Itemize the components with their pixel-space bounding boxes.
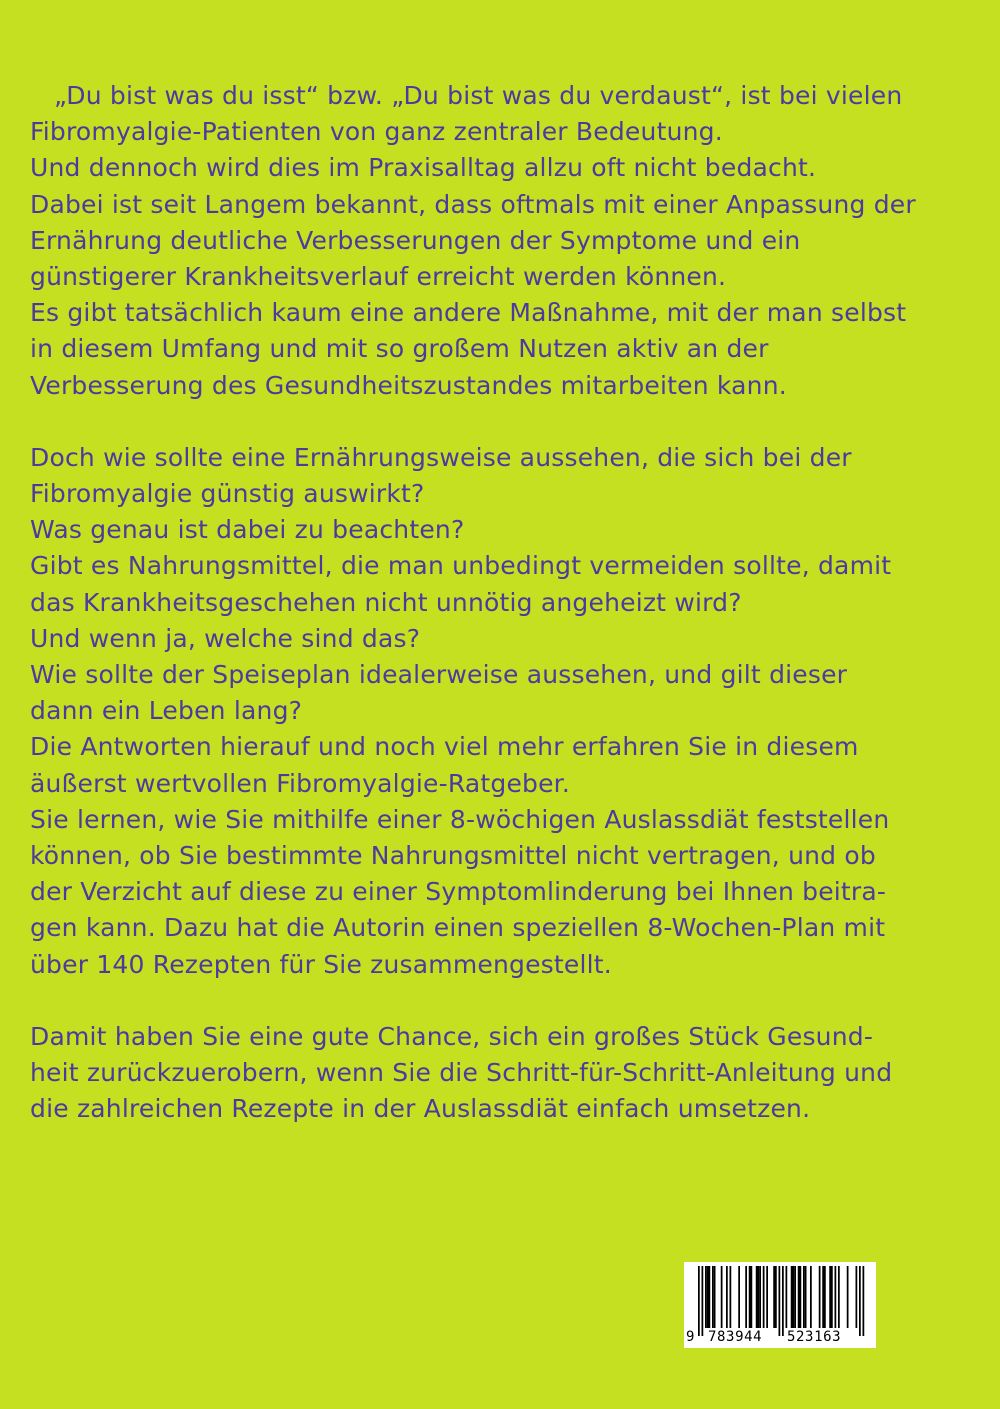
barcode-bar xyxy=(810,1266,812,1328)
barcode-bar xyxy=(721,1266,723,1328)
barcode-guard-bar xyxy=(702,1266,704,1336)
barcode-bar xyxy=(738,1266,740,1328)
barcode-guard-bar xyxy=(782,1266,784,1336)
barcode-bar xyxy=(856,1266,858,1328)
blurb-line: der Verzicht auf diese zu einer Symptomlinderung bei Ihnen beitra- xyxy=(30,877,887,907)
barcode-guard-bar xyxy=(859,1266,861,1336)
blurb-line: „Du bist was du isst“ bzw. „Du bist was du verdaust“, ist bei vielen xyxy=(54,81,903,110)
blurb-line: Dabei ist seit Langem bekannt, dass oftmals mit einer Anpassung der xyxy=(30,189,916,219)
barcode-bar xyxy=(712,1266,714,1328)
barcode-bar xyxy=(726,1266,728,1328)
barcode-bar xyxy=(822,1266,824,1328)
blurb-line: Gibt es Nahrungsmittel, die man unbedingt vermeiden sollte, damit xyxy=(30,551,892,581)
barcode-bar xyxy=(838,1266,840,1328)
barcode-bar xyxy=(819,1266,821,1328)
blurb-line: Damit haben Sie eine gute Chance, sich ein großes Stück Gesund- xyxy=(30,1021,874,1051)
barcode-bar xyxy=(758,1266,760,1328)
barcode-bar xyxy=(786,1266,788,1328)
barcode-right-digits: 523163 xyxy=(787,1329,842,1345)
barcode-bar xyxy=(763,1266,765,1328)
blurb-line: Fibromyalgie-Patienten von ganz zentraler Bedeutung. xyxy=(30,117,723,147)
blurb-line: Wie sollte der Speiseplan idealerweise aussehen, und gilt dieser xyxy=(30,660,848,690)
blurb-line: das Krankheitsgeschehen nicht unnötig angeheizt wird? xyxy=(30,587,742,617)
barcode-bar xyxy=(756,1266,758,1328)
blurb-text xyxy=(30,78,960,1127)
barcode-bar xyxy=(829,1266,831,1328)
barcode-guard-bar xyxy=(779,1266,781,1336)
blurb-line: Es gibt tatsächlich kaum eine andere Maßnahme, mit der man selbst xyxy=(30,298,907,328)
barcode-guard-bar xyxy=(698,1266,700,1336)
blurb-line: Doch wie sollte eine Ernährungsweise aussehen, die sich bei der xyxy=(30,442,852,472)
blurb-line: Und dennoch wird dies im Praxisalltag allzu oft nicht bedacht. xyxy=(30,153,817,183)
blurb-line: Und wenn ja, welche sind das? xyxy=(30,623,421,653)
blurb-line: Was genau ist dabei zu beachten? xyxy=(30,515,465,545)
isbn-barcode xyxy=(684,1262,876,1348)
barcode-bar xyxy=(805,1266,807,1328)
blurb-line: können, ob Sie bestimmte Nahrungsmittel nicht vertragen, und ob xyxy=(30,841,876,871)
blurb-line: dann ein Leben lang? xyxy=(30,696,303,726)
barcode-bar xyxy=(705,1266,707,1328)
barcode-bar xyxy=(835,1266,837,1328)
paragraph-gap xyxy=(30,983,960,1019)
blurb-line: Ernährung deutliche Verbesserungen der Symptome und ein xyxy=(30,225,801,255)
barcode-bar xyxy=(831,1266,833,1328)
blurb-line: heit zurückzuerobern, wenn Sie die Schritt-für-Schritt-Anleitung und xyxy=(30,1058,893,1088)
barcode-bar xyxy=(791,1266,793,1328)
barcode-bar xyxy=(709,1266,711,1328)
blurb-line: Fibromyalgie günstig auswirkt? xyxy=(30,479,425,509)
barcode-bar xyxy=(773,1266,775,1328)
blurb-line: Die Antworten hierauf und noch viel mehr erfahren Sie in diesem xyxy=(30,732,859,762)
barcode-bar xyxy=(794,1266,796,1328)
barcode-bar xyxy=(793,1266,795,1328)
barcode-bar xyxy=(745,1266,747,1328)
barcode-bar xyxy=(798,1266,800,1328)
barcode-bar xyxy=(766,1266,768,1328)
barcode-guard-bar xyxy=(863,1266,865,1336)
barcode-bar xyxy=(730,1266,732,1328)
blurb-line: Verbesserung des Gesundheitszustandes mitarbeiten kann. xyxy=(30,370,787,400)
barcode-bar xyxy=(751,1266,753,1328)
barcode-bar xyxy=(759,1266,761,1328)
blurb-line: gen kann. Dazu hat die Autorin einen speziellen 8-Wochen-Plan mit xyxy=(30,913,886,943)
blurb-line: in diesem Umfang und mit so großem Nutzen aktiv an der xyxy=(30,334,769,364)
barcode-left-digits: 783944 xyxy=(708,1329,763,1345)
blurb-line: äußerst wertvollen Fibromyalgie-Ratgeber. xyxy=(30,768,571,798)
blurb-line: Sie lernen, wie Sie mithilfe einer 8-wöchigen Auslassdiät feststellen xyxy=(30,804,890,834)
barcode-first-digit: 9 xyxy=(686,1329,695,1345)
barcode-bar xyxy=(824,1266,826,1328)
barcode-bar xyxy=(800,1266,802,1328)
barcode-bar xyxy=(803,1266,805,1328)
blurb-line: die zahlreichen Rezepte in der Auslassdiät einfach umsetzen. xyxy=(30,1094,811,1124)
barcode-bar xyxy=(714,1266,716,1328)
barcode-bar xyxy=(707,1266,709,1328)
barcode-bar xyxy=(847,1266,849,1328)
blurb-line: günstigerer Krankheitsverlauf erreicht werden können. xyxy=(30,262,727,292)
blurb-line: über 140 Rezepten für Sie zusammengestellt. xyxy=(30,949,612,979)
paragraph-gap xyxy=(30,404,960,440)
barcode-bar xyxy=(749,1266,751,1328)
barcode-bar xyxy=(775,1266,777,1328)
